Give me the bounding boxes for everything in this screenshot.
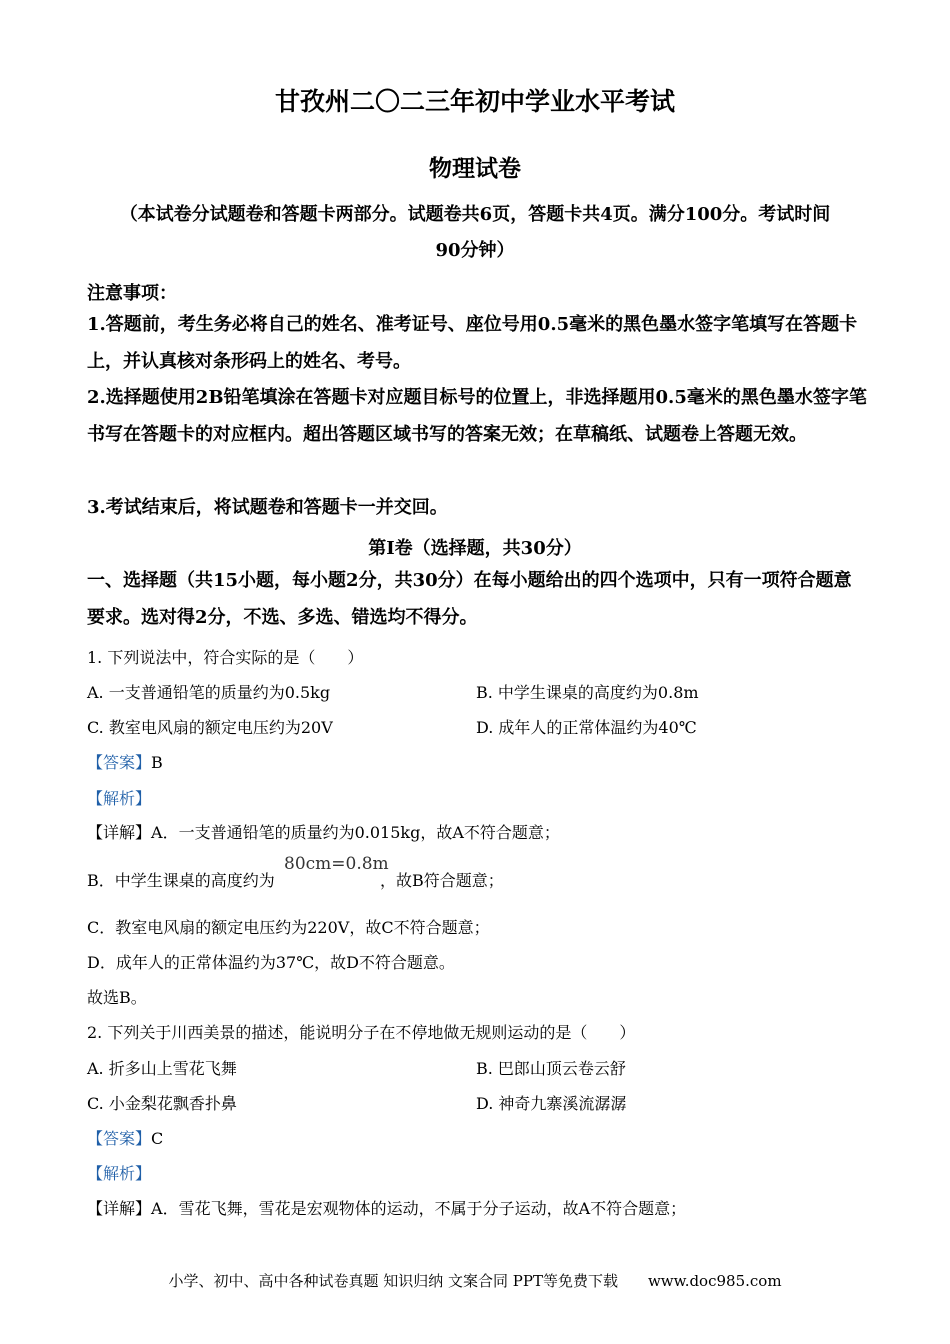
q2-answer xyxy=(87,1126,163,1149)
notice-item-1: 1.答题前，考生务必将自己的姓名、准考证号、座位号用0.5毫米的黑色墨水签字笔填写在答题卡上，并认真核对条形码上的姓名、考号。 xyxy=(87,314,858,372)
q2-detail-a xyxy=(87,1196,686,1219)
q1-option-c: C. 教室电风扇的额定电压约为20V xyxy=(87,718,333,737)
q2-option-c: C. 小金梨花飘香扑鼻 xyxy=(87,1094,237,1113)
q1-detail-tag: 【详解】 xyxy=(87,823,152,842)
q2-detail-a-text: A．雪花飞舞，雪花是宏观物体的运动，不属于分子运动，故A不符合题意； xyxy=(151,1199,687,1218)
section-instructions: 一、选择题（共15小题，每小题2分，共30分）在每小题给出的四个选项中，只有一项符合题意要求。选对得2分，不选、多选、错选均不得分。 xyxy=(87,570,852,628)
exam-note xyxy=(60,197,890,269)
q1-detail-a xyxy=(87,820,560,843)
q1-detail-a-text: A．一支普通铅笔的质量约为0.015kg，故A不符合题意； xyxy=(151,823,560,842)
q1-detail-b-formula: 80cm=0.8m xyxy=(284,854,389,874)
q1-analysis-tag: 【解析】 xyxy=(87,789,152,808)
q1-answer-value: B xyxy=(151,753,163,772)
q1-answer xyxy=(87,750,163,773)
q1-detail-d: D．成年人的正常体温约为37℃，故D不符合题意。 xyxy=(87,953,455,972)
q2-answer-value: C xyxy=(151,1129,164,1148)
q2-option-a: A. 折多山上雪花飞舞 xyxy=(87,1059,237,1078)
q2-stem: 2. 下列关于川西美景的描述，能说明分子在不停地做无规则运动的是（ ） xyxy=(87,1023,636,1042)
q2-answer-tag: 【答案】 xyxy=(87,1129,152,1148)
q1-stem: 1. 下列说法中，符合实际的是（ ） xyxy=(87,648,364,667)
exam-note-line1: （本试卷分试题卷和答题卡两部分。试题卷共6页，答题卡共4页。满分100分。考试时间 xyxy=(119,204,831,225)
page-footer: 小学、初中、高中各种试卷真题 知识归纳 文案合同 PPT等免费下载 www.doc985.com xyxy=(168,1272,782,1290)
exam-title: 甘孜州二〇二三年初中学业水平考试 xyxy=(274,87,675,116)
q2-option-d: D. 神奇九寨溪流潺潺 xyxy=(476,1094,627,1113)
q1-answer-tag: 【答案】 xyxy=(87,753,152,772)
notices-heading: 注意事项： xyxy=(87,283,177,304)
notice-item-2: 2.选择题使用2B铅笔填涂在答题卡对应题目标号的位置上，非选择题用0.5毫米的黑色墨水签字笔书写在答题卡的对应框内。超出答题区域书写的答案无效；在草稿纸、试题卷上答题无效。 xyxy=(87,387,867,445)
exam-note-line2: 90分钟） xyxy=(435,240,515,261)
q2-analysis-tag: 【解析】 xyxy=(87,1164,152,1183)
q1-option-a: A. 一支普通铅笔的质量约为0.5kg xyxy=(87,683,331,702)
q2-option-b: B. 巴郎山顶云卷云舒 xyxy=(476,1059,626,1078)
q2-detail-tag: 【详解】 xyxy=(87,1199,152,1218)
notice-item-3: 3.考试结束后，将试题卷和答题卡一并交回。 xyxy=(87,497,448,518)
q1-detail-b-pre: B．中学生课桌的高度约为 xyxy=(87,871,275,890)
part1-title: 第Ⅰ卷（选择题，共30分） xyxy=(368,538,582,559)
q1-detail-c: C．教室电风扇的额定电压约为220V，故C不符合题意； xyxy=(87,918,490,937)
q1-option-b: B. 中学生课桌的高度约为0.8m xyxy=(476,683,699,702)
q1-detail-b-post: ，故B符合题意； xyxy=(380,871,504,890)
subject-title: 物理试卷 xyxy=(429,155,521,182)
q1-conclusion: 故选B。 xyxy=(87,988,147,1007)
q1-option-d: D. 成年人的正常体温约为40℃ xyxy=(476,718,697,737)
